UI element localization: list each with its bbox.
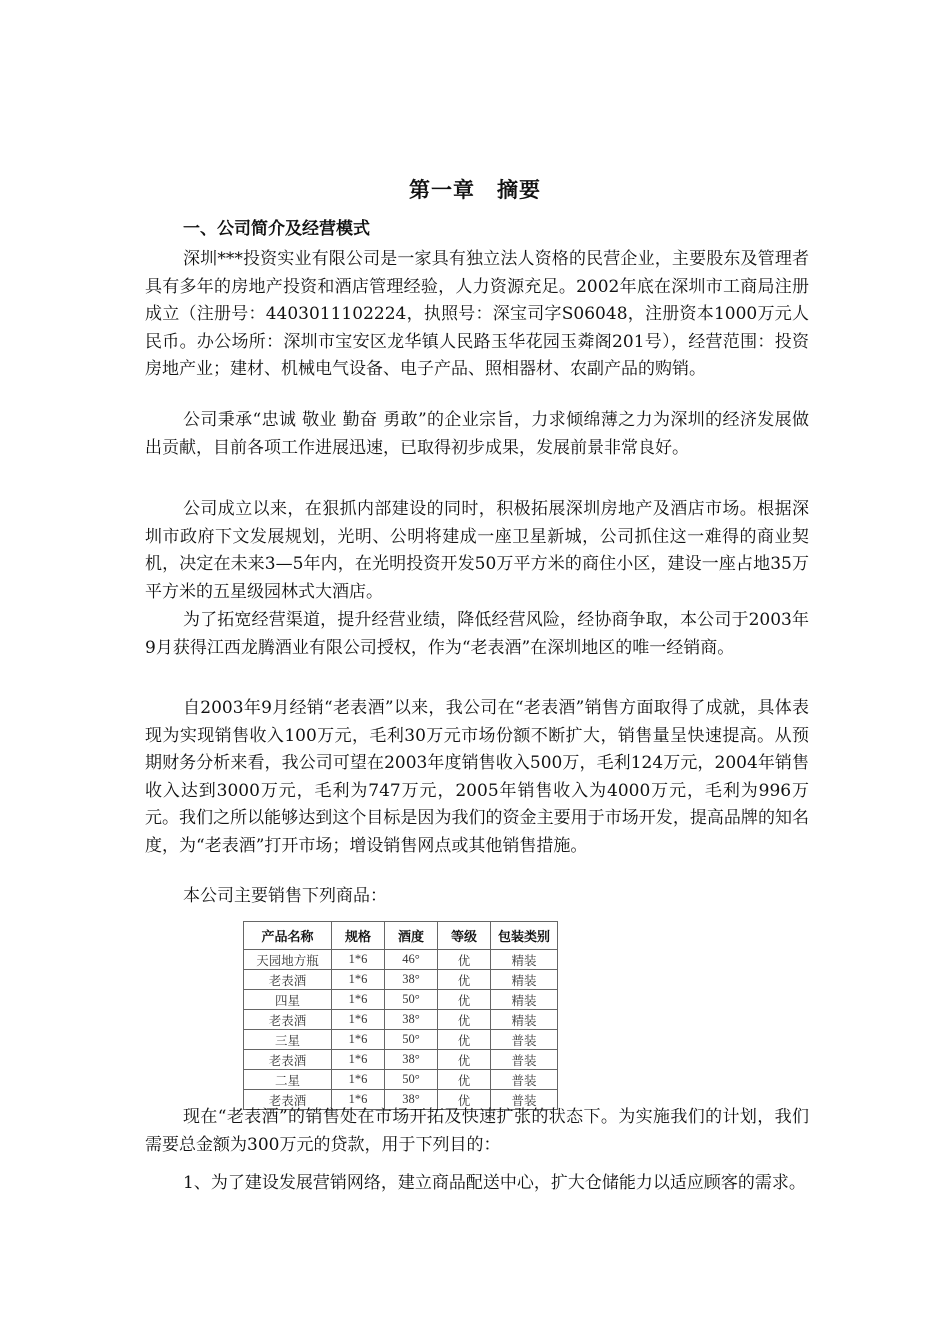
table-cell: 1*6 (332, 1070, 385, 1090)
table-cell: 1*6 (332, 1030, 385, 1050)
table-cell: 老表酒 (244, 970, 332, 990)
table-cell: 优 (438, 1050, 491, 1070)
table-cell: 38° (385, 970, 438, 990)
table-cell: 优 (438, 1030, 491, 1050)
table-cell: 38° (385, 1050, 438, 1070)
table-cell: 优 (438, 990, 491, 1010)
table-cell: 1*6 (332, 990, 385, 1010)
table-cell: 优 (438, 970, 491, 990)
table-header-row (244, 922, 558, 950)
table-cell: 二星 (244, 1070, 332, 1090)
table-header-cell: 规格 (332, 922, 385, 950)
table-cell: 1*6 (332, 970, 385, 990)
table-cell: 50° (385, 990, 438, 1010)
table-row (244, 1010, 558, 1030)
table-cell: 46° (385, 950, 438, 970)
paragraph-distribution-rights: 为了拓宽经营渠道，提升经营业绩，降低经营风险，经协商争取，本公司于2003年9月获得江西龙腾酒业有限公司授权，作为“老表酒”在深圳地区的唯一经销商。 (145, 610, 809, 658)
table-row (244, 1070, 558, 1090)
table-cell: 1*6 (332, 950, 385, 970)
paragraph-sales-performance: 自2003年9月经销“老表酒”以来，我公司在“老表酒”销售方面取得了成就，具体表现为实现销售收入100万元，毛利30万元市场份额不断扩大，销售量呈快速提高。从预期财务分析来看，我公司可望在2003年度销售收入500万，毛利124万元，2004年销售收入达到3000万元，毛利为747万元，2005年销售收入为4000万元，毛利为996万元。我们之所以能够达到这个目标是因为我们的资金主要用于市场开发，提高品牌的知名度，为“老表酒”打开市场；增设销售网点或其他销售措施。 (145, 698, 809, 856)
table-header-cell: 包装类别 (491, 922, 558, 950)
table-cell: 老表酒 (244, 1090, 332, 1110)
table-cell: 精装 (491, 970, 558, 990)
table-cell: 三星 (244, 1030, 332, 1050)
table-cell: 优 (438, 1010, 491, 1030)
table-cell: 50° (385, 1070, 438, 1090)
table-header-cell: 酒度 (385, 922, 438, 950)
table-cell: 1*6 (332, 1050, 385, 1070)
table-cell: 38° (385, 1010, 438, 1030)
table-cell: 普装 (491, 1030, 558, 1050)
table-cell: 精装 (491, 950, 558, 970)
table-row (244, 1050, 558, 1070)
section-heading: 一、公司简介及经营模式 (183, 219, 370, 239)
table-cell: 优 (438, 1090, 491, 1110)
table-cell: 1*6 (332, 1090, 385, 1110)
table-cell: 1*6 (332, 1010, 385, 1030)
paragraph-company-mission: 公司秉承“忠诚 敬业 勤奋 勇敢”的企业宗旨，力求倾绵薄之力为深圳的经济发展做出贡献，目前各项工作进展迅速，已取得初步成果，发展前景非常良好。 (145, 410, 809, 458)
table-cell: 精装 (491, 1010, 558, 1030)
chapter-title: 第一章 摘要 (409, 178, 541, 202)
paragraph-market-expansion: 公司成立以来，在狠抓内部建设的同时，积极拓展深圳房地产及酒店市场。根据深圳市政府下文发展规划，光明、公明将建成一座卫星新城，公司抓住这一难得的商业契机，决定在未来3—5年内，在光明投资开发50万平方米的商住小区，建设一座占地35万平方米的五星级园林式大酒店。 (145, 499, 809, 602)
table-header-cell: 等级 (438, 922, 491, 950)
table-row (244, 950, 558, 970)
table-cell: 老表酒 (244, 1010, 332, 1030)
table-cell: 四星 (244, 990, 332, 1010)
table-cell: 普装 (491, 1090, 558, 1110)
paragraph-loan-purpose-1: 1、为了建设发展营销网络，建立商品配送中心，扩大仓储能力以适应顾客的需求。 (183, 1173, 806, 1193)
product-table (243, 921, 558, 1110)
table-cell: 优 (438, 1070, 491, 1090)
table-row (244, 990, 558, 1010)
table-cell: 50° (385, 1030, 438, 1050)
paragraph-products-intro: 本公司主要销售下列商品： (183, 886, 387, 906)
paragraph-company-intro: 深圳***投资实业有限公司是一家具有独立法人资格的民营企业，主要股东及管理者具有多年的房地产投资和酒店管理经验，人力资源充足。2002年底在深圳市工商局注册成立（注册号：4403011102224，执照号：深宝司字S06048，注册资本1000万元人民币。办公场所：深圳市宝安区龙华镇人民路玉华花园玉粦阁201号），经营范围：投资房地产业；建材、机械电气设备、电子产品、照相器材、农副产品的购销。 (145, 249, 809, 379)
table-header-cell: 产品名称 (244, 922, 332, 950)
table-cell: 38° (385, 1090, 438, 1110)
table-cell: 老表酒 (244, 1050, 332, 1070)
table-cell: 精装 (491, 990, 558, 1010)
table-cell: 普装 (491, 1070, 558, 1090)
table-cell: 普装 (491, 1050, 558, 1070)
table-row (244, 1030, 558, 1050)
table-cell: 天园地方瓶 (244, 950, 332, 970)
paragraph-loan-request: 现在“老表酒”的销售处在市场开拓及快速扩张的状态下。为实施我们的计划，我们需要总金额为300万元的贷款，用于下列目的： (145, 1107, 809, 1155)
table-cell: 优 (438, 950, 491, 970)
table-row (244, 970, 558, 990)
